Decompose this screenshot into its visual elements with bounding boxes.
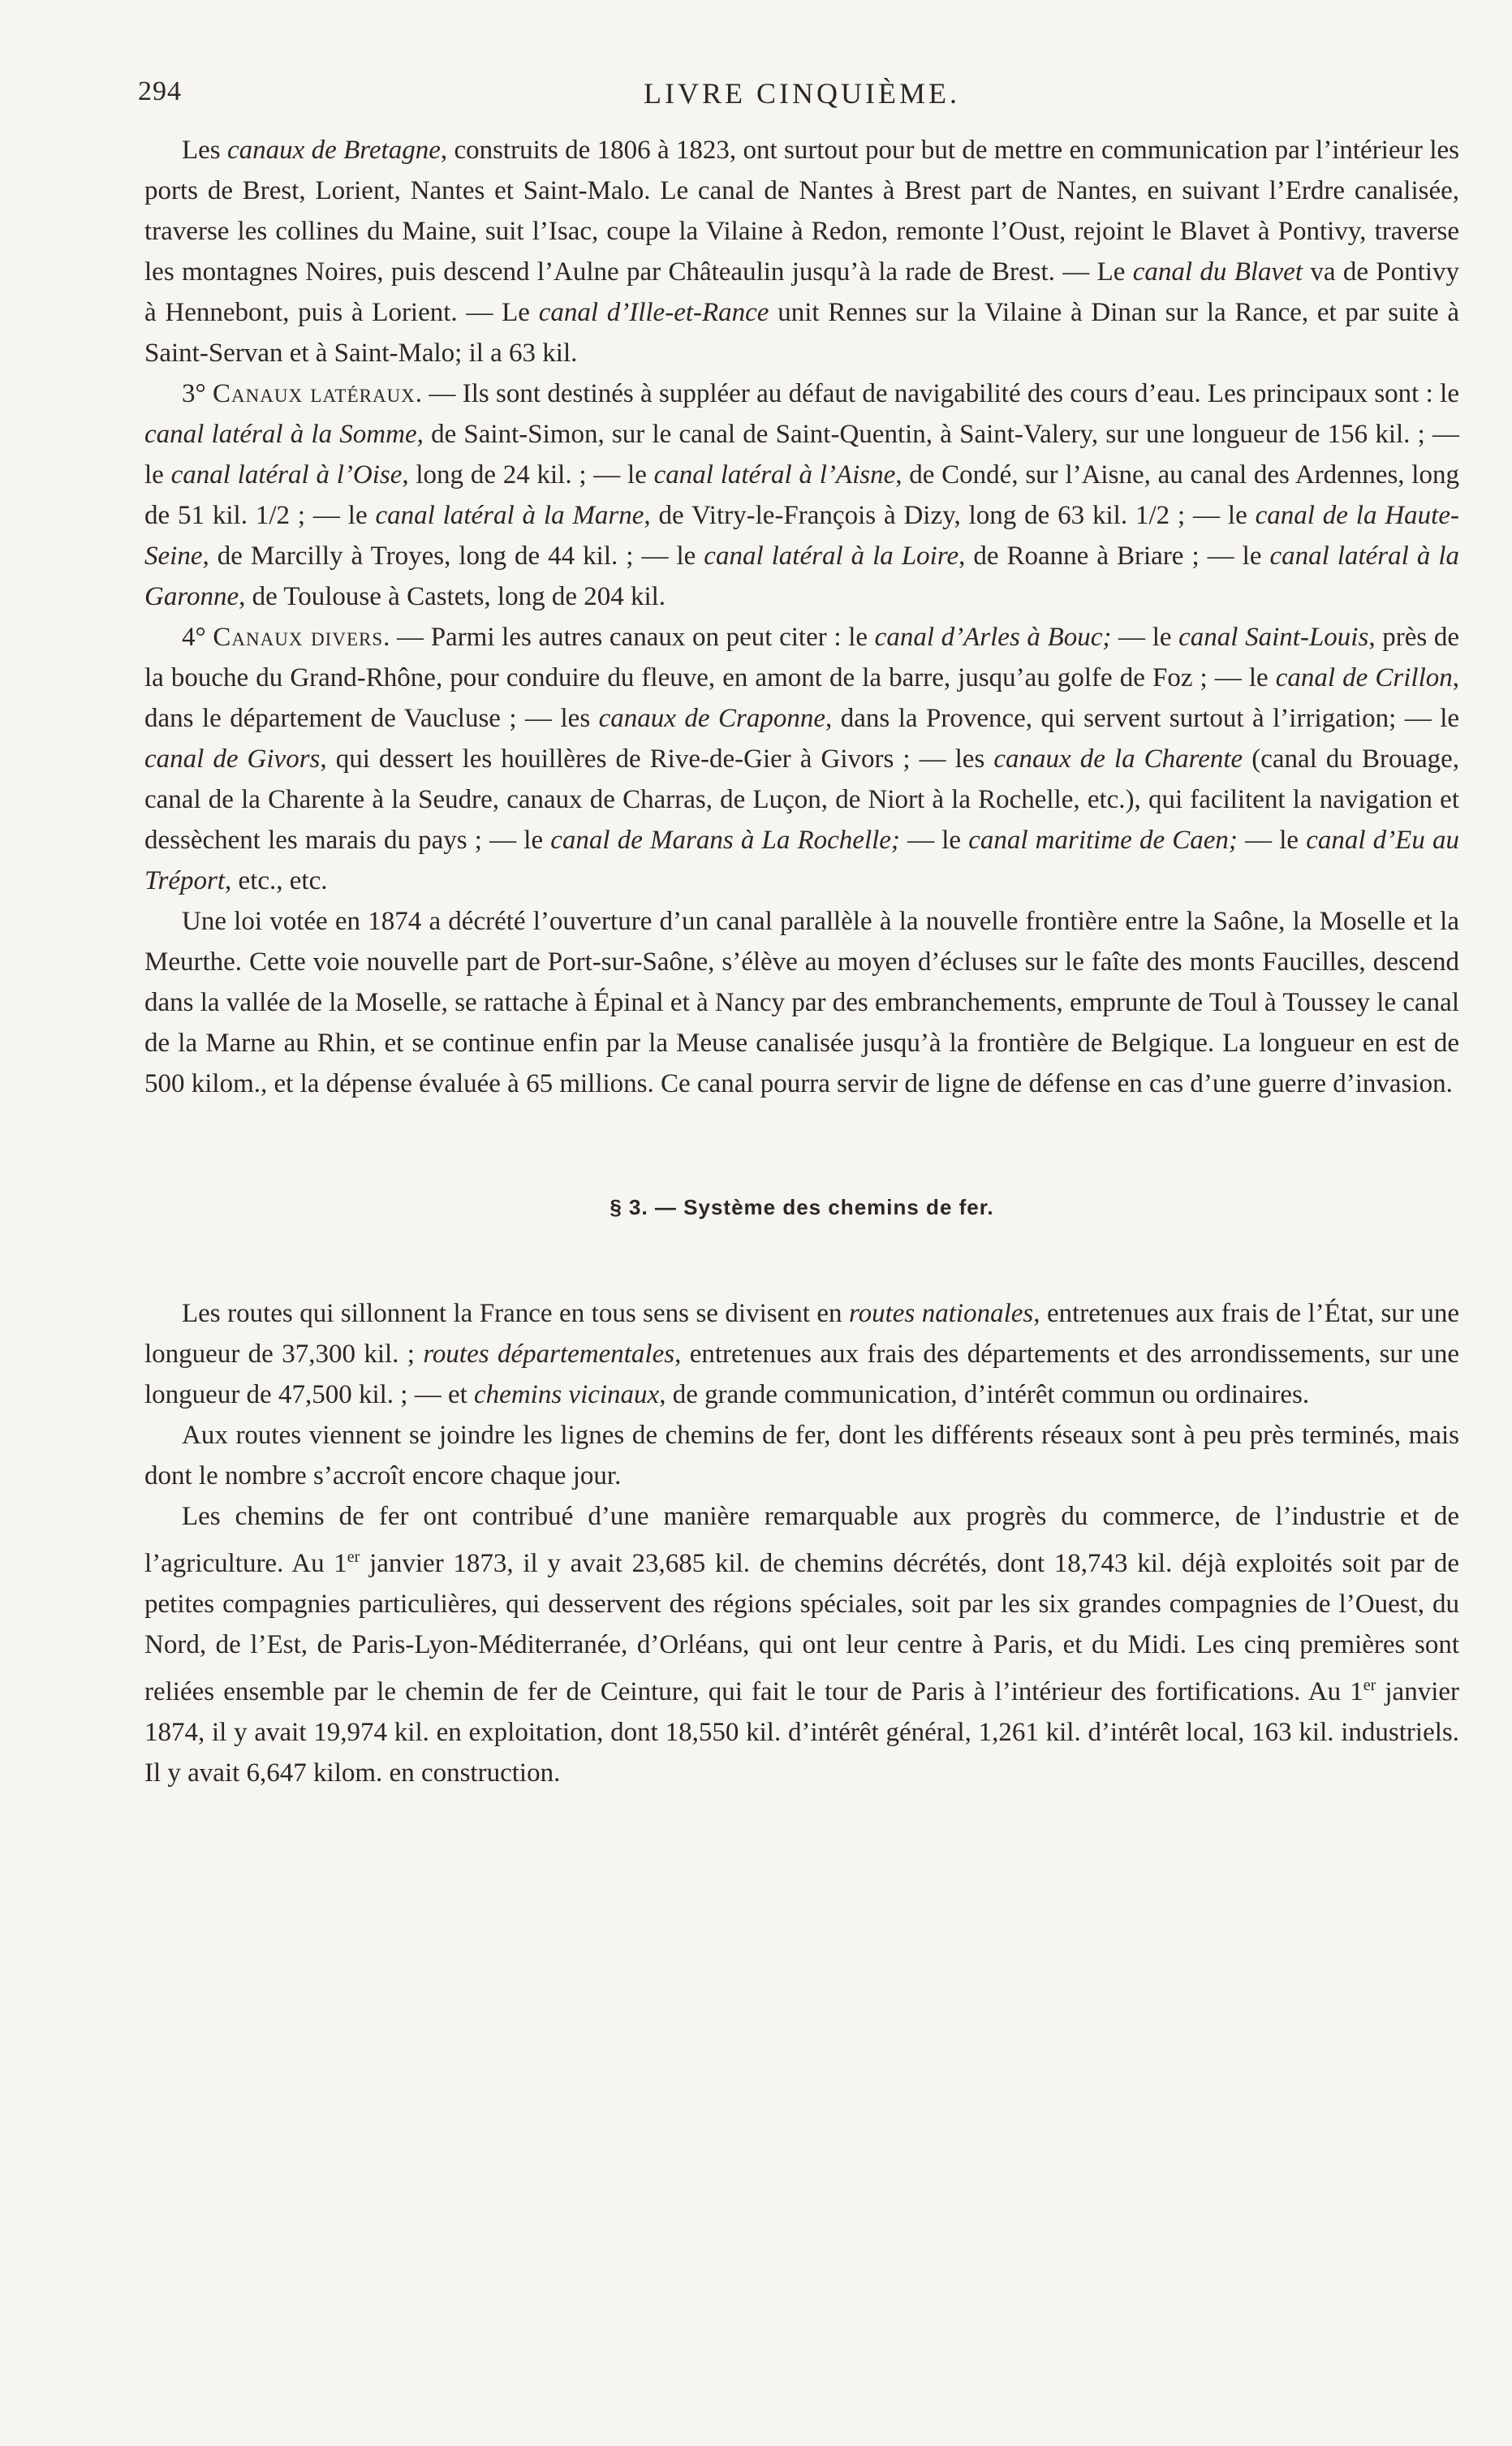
text-run: , près de la bouche du Grand-Rhône, pour conduire du fleuve, en amont de la barre, jusqu’au golfe de Foz ; — le <box>144 623 1459 692</box>
text-run: , dans la Provence, qui servent surtout à l’irrigation; — le <box>825 704 1460 733</box>
text-run: , etc., etc. <box>225 866 328 895</box>
text-run: , construits de 1806 à 1823, ont surtout pour but de mettre en communication par l’intérieur les ports de Brest, Lorient, Nantes et Saint-Malo. Le canal de Nantes à Brest part de Nantes, en suivant l’Erdre canalisée, traverse les collines du Maine, suit l’Isac, coupe la Vilaine à Redon, remonte l’Oust, rejoint le Blavet à Pontivy, traverse les montagnes Noires, puis descend l’Aulne par Châteaulin jusqu’à la rade de Brest. — Le <box>144 136 1459 287</box>
text-run: 4° <box>182 623 213 652</box>
paragraph-loi-1874 <box>144 901 1459 1104</box>
italic-run: canal de Givors <box>144 744 321 774</box>
italic-run: canaux de Craponne <box>598 704 826 733</box>
italic-run: canaux de la Charente <box>993 744 1243 774</box>
paragraph-canaux-bretagne <box>144 130 1459 373</box>
text-run: . — Parmi les autres canaux on peut citer : le <box>383 623 875 652</box>
superscript-run: er <box>347 1548 360 1566</box>
italic-run: canaux de Bretagne <box>227 136 441 165</box>
italic-run: canal de Crillon <box>1275 663 1453 692</box>
italic-run: canal d’Eu au Tréport <box>144 826 1459 895</box>
italic-run: chemins vicinaux <box>474 1380 660 1409</box>
text-run: 1 <box>334 1549 347 1578</box>
italic-run: routes départementales <box>423 1339 675 1369</box>
paragraph-chemins-de-fer-intro <box>144 1415 1459 1496</box>
paragraph-canaux-divers <box>144 617 1459 901</box>
text-run: Les chemins de fer ont contribué d’une manière remarquable aux progrès du commerce, de l’industrie et de l’agriculture. Au <box>144 1502 1459 1578</box>
page-number: 294 <box>138 76 182 106</box>
italic-run: canal latéral à la Somme, <box>144 420 424 449</box>
italic-run: canal latéral à la Marne <box>375 501 644 530</box>
text-run: , long de 24 kil. ; — le <box>402 460 654 490</box>
paragraph-routes <box>144 1293 1459 1415</box>
italic-run: canal d’Ille-et-Rance <box>538 298 769 327</box>
paragraph-chemins-de-fer-stats <box>144 1496 1459 1793</box>
text-run: de Saint-Simon, sur le canal de Saint-Quentin, à Saint-Valery, sur une longueur de 156 kil. ; — le <box>144 420 1459 490</box>
italic-run: canal de la Haute-Seine, <box>144 501 1459 571</box>
italic-run: canal du Blavet <box>1132 257 1303 287</box>
text-run: va de Pontivy à Hennebont, puis à Lorient. — Le <box>144 257 1459 327</box>
text-run: , qui dessert les houillères de Rive-de-Gier à Givors ; — les <box>320 744 994 774</box>
italic-run: canal de Marans à La Rochelle; <box>550 826 900 855</box>
text-run: — le <box>1237 826 1307 855</box>
text-run: , de Condé, sur l’Aisne, au canal des Ardennes, long de 51 kil. 1/2 ; — le <box>144 460 1459 530</box>
text-run: , de grande communication, d’intérêt commun ou ordinaires. <box>659 1380 1310 1409</box>
text-run: . — Ils sont destinés à suppléer au défaut de navigabilité des cours d’eau. Les principaux sont : le <box>415 379 1459 408</box>
text-run: de Marcilly à Troyes, long de 44 kil. ; — le <box>209 541 704 571</box>
text-run: , entretenues aux frais des départements et des arrondissements, sur une longueur de 47,500 kil. ; — et <box>144 1339 1459 1409</box>
italic-run: canal latéral à la Garonne <box>144 541 1459 611</box>
text-run: 1 <box>1350 1677 1363 1706</box>
text-run: 3° <box>182 379 213 408</box>
text-run: , de Vitry-le-François à Dizy, long de 63 kil. 1/2 ; — le <box>644 501 1256 530</box>
text-run: , de Roanne à Briare ; — le <box>958 541 1270 571</box>
book-page <box>138 73 1460 1793</box>
italic-run: canal latéral à l’Aisne <box>653 460 896 490</box>
italic-run: routes nationales <box>848 1299 1034 1328</box>
page-header <box>138 73 1459 130</box>
text-run: — le <box>899 826 969 855</box>
text-run: janvier 1874, il y avait 19,974 kil. en exploitation, dont 18,550 kil. d’intérêt général, 1,261 kil. d’intérêt local, 163 kil. industriels. Il y avait 6,647 kilom. en construction. <box>144 1677 1459 1788</box>
small-caps-run: Canaux latéraux <box>213 379 416 408</box>
italic-run: canal d’Arles à Bouc; <box>874 623 1112 652</box>
section-heading: § 3. — Système des chemins de fer. <box>610 1195 994 1219</box>
text-run: , entretenues aux frais de l’État, sur une longueur de 37,300 kil. ; <box>144 1299 1459 1369</box>
italic-run: canal latéral à la Loire <box>704 541 959 571</box>
small-caps-run: Canaux divers <box>213 623 384 652</box>
italic-run: canal maritime de Caen; <box>968 826 1238 855</box>
superscript-run: er <box>1363 1676 1376 1694</box>
text-run: Les <box>182 136 227 165</box>
text-run: (canal du Brouage, canal de la Charente à la Seudre, canaux de Charras, de Luçon, de Niort à la Rochelle, etc.), qui facilitent la navigation et dessèchent les marais du pays ; — le <box>144 744 1459 855</box>
text-run: Aux routes viennent se joindre les lignes de chemins de fer, dont les différents réseaux sont à peu près terminés, mais dont le nombre s’accroît encore chaque jour. <box>144 1421 1459 1490</box>
paragraph-canaux-lateraux <box>144 373 1459 617</box>
text-run: janvier 1873, il y avait 23,685 kil. de chemins décrétés, dont 18,743 kil. déjà exploités soit par de petites compagnies particulières, qui desservent des régions spéciales, soit par les six grandes compagnies de l’Ouest, du Nord, de l’Est, de Paris-Lyon-Méditerranée, d’Orléans, qui ont leur centre à Paris, et du Midi. Les cinq premières sont reliées ensemble par le chemin de fer de Ceinture, qui fait le tour de Paris à l’intérieur des fortifications. Au <box>144 1549 1459 1706</box>
text-run: — le <box>1111 623 1179 652</box>
italic-run: canal latéral à l’Oise <box>170 460 403 490</box>
text-run: Les routes qui sillonnent la France en tous sens se divisent en <box>182 1299 849 1328</box>
text-run: unit Rennes sur la Vilaine à Dinan sur la Rance, et par suite à Saint-Servan et à Saint-Malo; il a 63 kil. <box>144 298 1459 368</box>
running-title: LIVRE CINQUIÈME. <box>644 77 960 110</box>
italic-run: canal Saint-Louis <box>1178 623 1369 652</box>
text-run: Une loi votée en 1874 a décrété l’ouverture d’un canal parallèle à la nouvelle frontière entre la Saône, la Moselle et la Meurthe. Cette voie nouvelle part de Port-sur-Saône, s’élève au moyen d’écluses sur le faîte des monts Faucilles, descend dans la vallée de la Moselle, se rattache à Épinal et à Nancy par des embranchements, emprunte de Toul à Toussey le canal de la Marne au Rhin, et se continue enfin par la Meuse canalisée jusqu’à la frontière de Belgique. La longueur en est de 500 kilom., et la dépense évaluée à 65 millions. Ce canal pourra servir de ligne de défense en cas d’une guerre d’invasion. <box>144 907 1459 1098</box>
text-run: , de Toulouse à Castets, long de 204 kil. <box>239 582 666 611</box>
text-run: , dans le département de Vaucluse ; — les <box>144 663 1459 733</box>
